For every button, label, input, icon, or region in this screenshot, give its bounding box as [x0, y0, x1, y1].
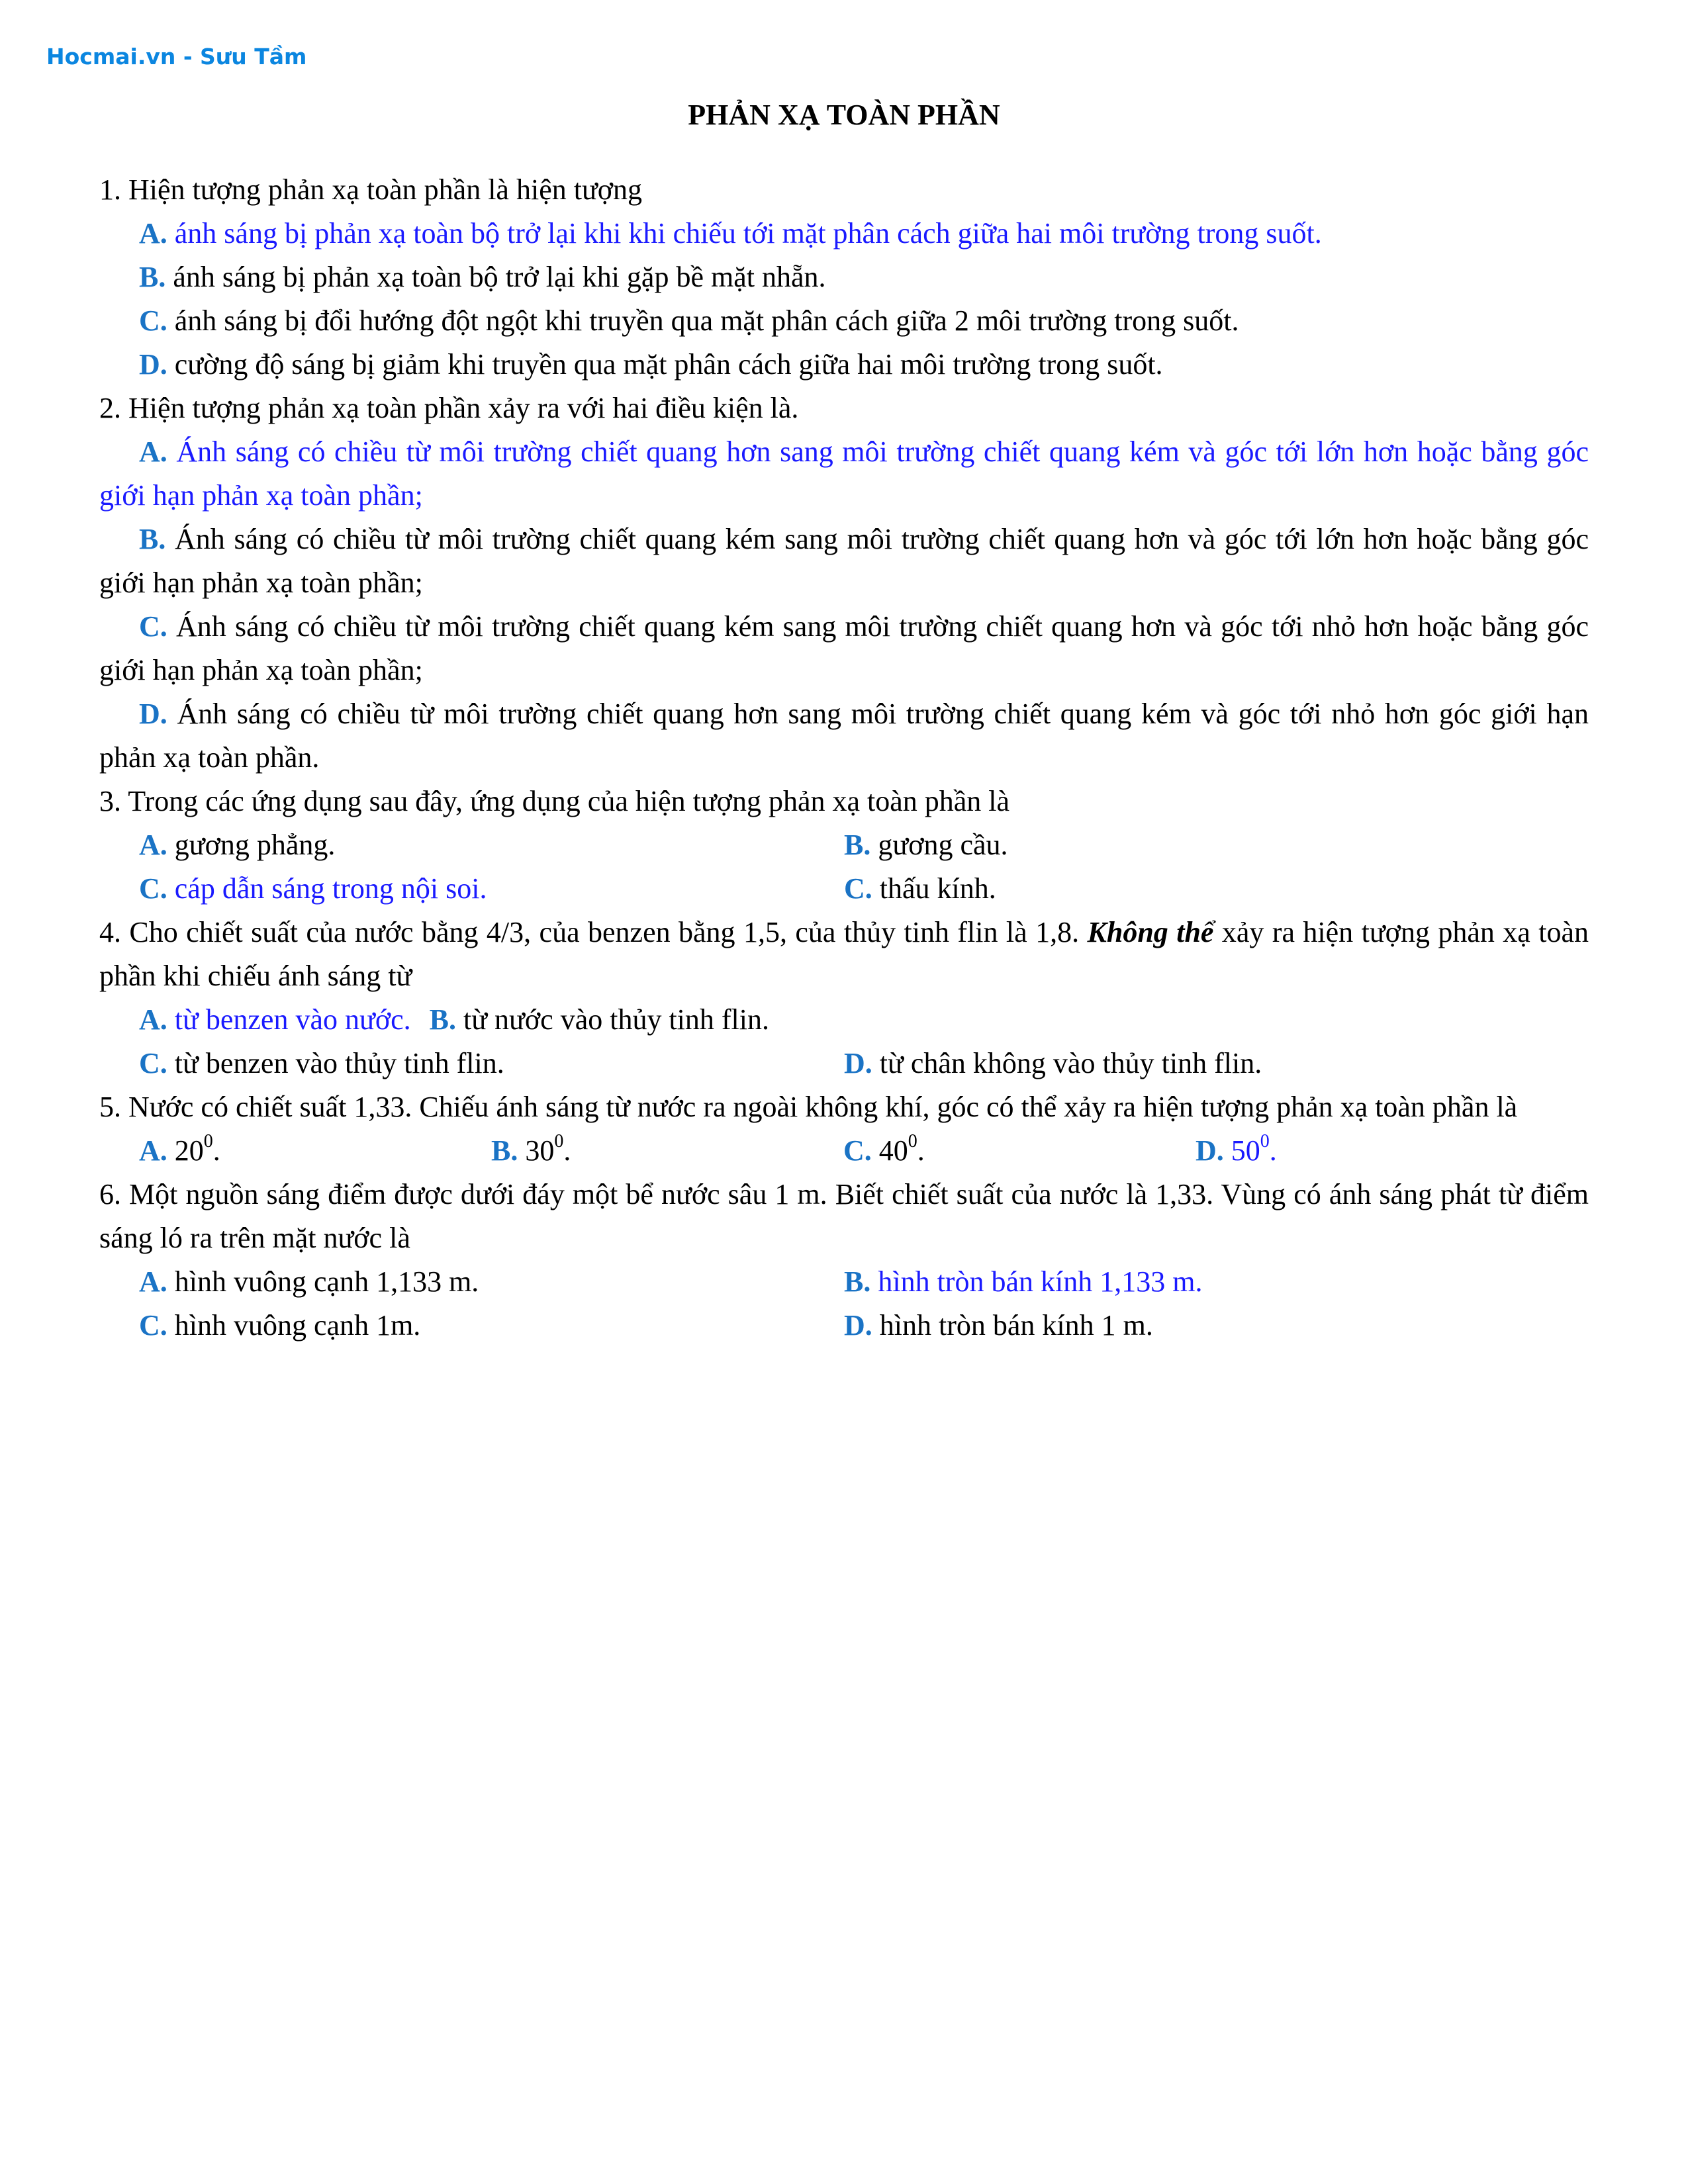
question-stem: 5. Nước có chiết suất 1,33. Chiếu ánh sáng từ nước ra ngoài không khí, góc có thể xảy ra hiện tượng phản xạ toàn phần là	[99, 1091, 1518, 1123]
option-a: A. Ánh sáng có chiều từ môi trường chiết quang hơn sang môi trường chiết quang kém và góc tới lớn hơn hoặc bằng góc giới hạn phản xạ toàn phần;	[99, 435, 1589, 512]
question-5	[99, 1085, 1589, 1173]
option-c: C. hình vuông cạnh 1m.	[139, 1309, 421, 1342]
emphasis-text: Không thể	[1087, 916, 1214, 948]
option-row	[99, 998, 1589, 1042]
question-3	[99, 780, 1589, 911]
question-1	[99, 168, 1589, 387]
question-stem: 6. Một nguồn sáng điểm được dưới đáy một bể nước sâu 1 m. Biết chiết suất của nước là 1,33. Vùng có ánh sáng phát từ điểm sáng ló ra trên mặt nước là	[99, 1178, 1589, 1254]
question-6	[99, 1173, 1589, 1347]
option-c: C. từ benzen vào thủy tinh flin.	[139, 1047, 504, 1079]
option-row	[99, 1304, 1589, 1347]
option-d: D. Ánh sáng có chiều từ môi trường chiết quang hơn sang môi trường chiết quang kém và góc tới nhỏ hơn góc giới hạn phản xạ toàn phần.	[99, 698, 1589, 774]
option-b: B. hình tròn bán kính 1,133 m.	[844, 1265, 1203, 1298]
option-b: B. ánh sáng bị phản xạ toàn bộ trở lại khi gặp bề mặt nhẵn.	[139, 261, 826, 293]
option-row	[99, 1129, 1589, 1173]
question-2	[99, 387, 1589, 780]
option-b: B. Ánh sáng có chiều từ môi trường chiết quang kém sang môi trường chiết quang hơn và góc tới lớn hơn hoặc bằng góc giới hạn phản xạ toàn phần;	[99, 523, 1589, 599]
option-b: B. gương cầu.	[844, 829, 1008, 861]
option-d: D. hình tròn bán kính 1 m.	[844, 1309, 1153, 1342]
option-c: C. cáp dẫn sáng trong nội soi.	[139, 872, 487, 905]
option-a: A. hình vuông cạnh 1,133 m.	[139, 1265, 479, 1298]
source-watermark: Hocmai.vn - Sưu Tầm	[46, 44, 307, 69]
option-a: A. ánh sáng bị phản xạ toàn bộ trở lại khi khi chiếu tới mặt phân cách giữa hai môi trường trong suốt.	[139, 217, 1322, 250]
option-b: B. từ nước vào thủy tinh flin.	[429, 1003, 770, 1036]
option-d: D. cường độ sáng bị giảm khi truyền qua mặt phân cách giữa hai môi trường trong suốt.	[139, 348, 1163, 381]
option-d: C. thấu kính.	[844, 872, 996, 905]
option-c: C. Ánh sáng có chiều từ môi trường chiết quang kém sang môi trường chiết quang hơn và góc tới nhỏ hơn hoặc bằng góc giới hạn phản xạ toàn phần;	[99, 610, 1589, 686]
question-stem: 3. Trong các ứng dụng sau đây, ứng dụng của hiện tượng phản xạ toàn phần là	[99, 785, 1010, 817]
question-list	[99, 168, 1589, 1347]
option-a: A. $20^0$.	[139, 1131, 220, 1167]
option-a: A. gương phẳng.	[139, 829, 336, 861]
option-a: A. từ benzen vào nước.	[139, 1003, 411, 1036]
option-row	[99, 1260, 1589, 1304]
option-c: C. $40^0$.	[843, 1131, 925, 1167]
option-d: D. $50^0$.	[1196, 1131, 1277, 1167]
question-stem: 4. Cho chiết suất của nước bằng 4/3, của benzen bằng 1,5, của thủy tinh flin là 1,8. Không thể xảy ra hiện tượng phản xạ toàn phần khi chiếu ánh sáng từ	[99, 916, 1589, 992]
question-stem: 1. Hiện tượng phản xạ toàn phần là hiện tượng	[99, 173, 643, 206]
option-row	[99, 823, 1589, 867]
option-c: C. ánh sáng bị đổi hướng đột ngột khi truyền qua mặt phân cách giữa 2 môi trường trong suốt.	[139, 304, 1239, 337]
question-4	[99, 911, 1589, 1085]
option-row	[99, 867, 1589, 911]
page-title: PHẢN XẠ TOÀN PHẦN	[688, 99, 1000, 131]
option-d: D. từ chân không vào thủy tinh flin.	[844, 1047, 1262, 1079]
option-b: B. $30^0$.	[491, 1131, 571, 1167]
option-row	[99, 1042, 1589, 1085]
question-stem: 2. Hiện tượng phản xạ toàn phần xảy ra với hai điều kiện là.	[99, 392, 799, 424]
